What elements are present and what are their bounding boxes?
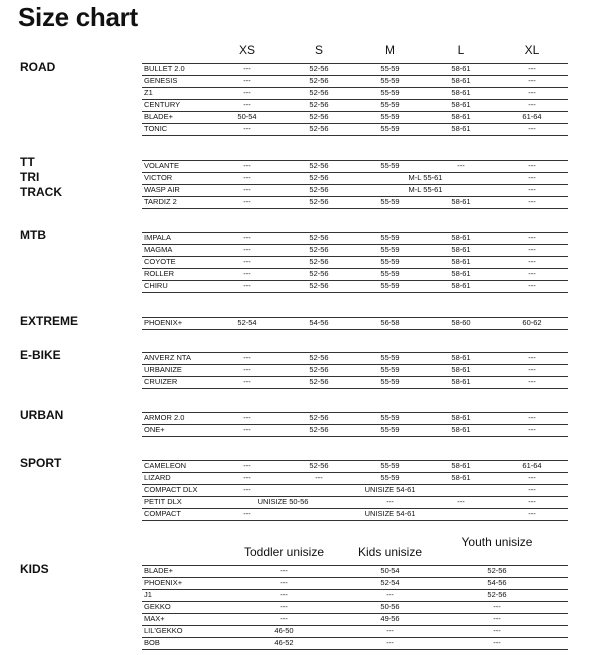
size-cell: 58-61: [451, 76, 471, 85]
category-e-bike: E-BIKE: [20, 348, 61, 362]
size-cell: 52-56: [487, 590, 507, 599]
size-cell: 55-59: [380, 281, 400, 290]
size-cell: 55-59: [380, 257, 400, 266]
size-cell: ---: [493, 602, 501, 611]
model-row: [142, 424, 568, 437]
size-cell: 55-59: [380, 88, 400, 97]
size-cell: ---: [528, 269, 536, 278]
model-name: LIZARD: [144, 473, 171, 482]
category-urban: URBAN: [20, 408, 64, 422]
model-name: CHIRU: [144, 281, 168, 290]
size-cell: 55-59: [380, 425, 400, 434]
size-cell: ---: [386, 497, 394, 506]
model-name: GEKKO: [144, 602, 171, 611]
size-cell: ---: [493, 638, 501, 647]
size-cell: 58-61: [451, 233, 471, 242]
size-cell: ---: [528, 353, 536, 362]
model-name: MAGMA: [144, 245, 173, 254]
size-cell: 58-61: [451, 124, 471, 133]
size-cell: ---: [243, 197, 251, 206]
category-kids: KIDS: [20, 562, 49, 576]
size-cell: ---: [528, 173, 536, 182]
size-cell: 55-59: [380, 245, 400, 254]
size-cell: ---: [528, 233, 536, 242]
size-cell: ---: [528, 365, 536, 374]
size-cell: 52-56: [309, 64, 329, 73]
model-name: URBANIZE: [144, 365, 182, 374]
size-cell: 49-56: [380, 614, 400, 623]
size-cell: ---: [243, 425, 251, 434]
size-cell: 52-56: [309, 245, 329, 254]
size-cell: 55-59: [380, 461, 400, 470]
size-cell: 52-54: [380, 578, 400, 587]
size-cell: 52-56: [309, 76, 329, 85]
model-name: IMPALA: [144, 233, 171, 242]
size-cell: 55-59: [380, 100, 400, 109]
size-cell: 52-56: [309, 112, 329, 121]
size-cell: 55-59: [380, 233, 400, 242]
size-cell: ---: [528, 413, 536, 422]
model-name: COYOTE: [144, 257, 176, 266]
column-header-xs: XS: [238, 43, 256, 57]
kids-header-0: Toddler unisize: [243, 545, 325, 559]
size-cell: ---: [243, 173, 251, 182]
column-header-s: S: [314, 43, 324, 57]
size-cell: ---: [243, 76, 251, 85]
model-name: GENESIS: [144, 76, 178, 85]
size-cell: 52-56: [487, 566, 507, 575]
size-cell: 58-61: [451, 245, 471, 254]
size-cell: M-L 55-61: [408, 185, 443, 194]
size-cell: 46-52: [274, 638, 294, 647]
size-cell: ---: [386, 590, 394, 599]
model-name: TARDIZ 2: [144, 197, 177, 206]
size-cell: 58-61: [451, 353, 471, 362]
size-cell: ---: [528, 76, 536, 85]
model-name: ROLLER: [144, 269, 175, 278]
model-name: J1: [144, 590, 152, 599]
size-cell: ---: [386, 626, 394, 635]
size-cell: ---: [280, 614, 288, 623]
size-cell: 50-56: [380, 602, 400, 611]
size-cell: 52-56: [309, 100, 329, 109]
size-cell: 55-59: [380, 365, 400, 374]
model-name: ANVERZ NTA: [144, 353, 191, 362]
size-cell: 52-56: [309, 88, 329, 97]
model-row: [142, 280, 568, 293]
model-row: [142, 123, 568, 136]
size-cell: ---: [243, 185, 251, 194]
size-cell: 52-54: [237, 318, 257, 327]
size-cell: 52-56: [309, 269, 329, 278]
size-cell: ---: [243, 124, 251, 133]
size-cell: ---: [528, 473, 536, 482]
model-row: [142, 508, 568, 521]
size-cell: ---: [528, 64, 536, 73]
size-cell: ---: [457, 161, 465, 170]
size-cell: 58-61: [451, 281, 471, 290]
model-name: CENTURY: [144, 100, 181, 109]
size-cell: ---: [528, 88, 536, 97]
size-cell: ---: [528, 509, 536, 518]
model-name: PHOENIX+: [144, 318, 183, 327]
size-cell: 58-60: [451, 318, 471, 327]
size-cell: ---: [243, 100, 251, 109]
size-cell: ---: [493, 626, 501, 635]
model-row: [142, 376, 568, 389]
size-cell: 52-56: [309, 377, 329, 386]
model-name: WASP AIR: [144, 185, 180, 194]
page-title: Size chart: [18, 2, 138, 32]
model-name: CAMELEON: [144, 461, 187, 470]
size-cell: 58-61: [451, 269, 471, 278]
category-sport: SPORT: [20, 456, 62, 470]
kids-header-1: Kids unisize: [357, 545, 423, 559]
model-name: VOLANTE: [144, 161, 180, 170]
size-cell: 52-56: [309, 257, 329, 266]
size-cell: ---: [528, 245, 536, 254]
size-cell: ---: [243, 64, 251, 73]
model-name: BULLET 2.0: [144, 64, 185, 73]
model-name: COMPACT: [144, 509, 181, 518]
column-header-m: M: [385, 43, 395, 57]
size-cell: ---: [528, 185, 536, 194]
size-cell: 55-59: [380, 124, 400, 133]
size-cell: 60-62: [522, 318, 542, 327]
size-cell: ---: [457, 497, 465, 506]
kids-header-2: Youth unisize: [461, 535, 533, 549]
model-name: BOB: [144, 638, 160, 647]
size-cell: 55-59: [380, 353, 400, 362]
size-cell: ---: [243, 269, 251, 278]
size-cell: ---: [386, 638, 394, 647]
size-cell: 52-56: [309, 413, 329, 422]
size-cell: ---: [528, 100, 536, 109]
size-cell: 55-59: [380, 413, 400, 422]
size-cell: 52-56: [309, 124, 329, 133]
model-name: ARMOR 2.0: [144, 413, 185, 422]
size-cell: ---: [243, 485, 251, 494]
size-cell: 52-56: [309, 197, 329, 206]
size-cell: 52-56: [309, 233, 329, 242]
size-cell: 58-61: [451, 413, 471, 422]
size-cell: UNISIZE 54-61: [364, 485, 416, 494]
size-cell: 58-61: [451, 100, 471, 109]
size-cell: ---: [528, 377, 536, 386]
size-cell: 56-58: [380, 318, 400, 327]
model-name: VICTOR: [144, 173, 173, 182]
size-cell: 46-50: [274, 626, 294, 635]
size-cell: ---: [243, 377, 251, 386]
size-cell: 55-59: [380, 197, 400, 206]
size-cell: 54-56: [487, 578, 507, 587]
size-cell: 58-61: [451, 365, 471, 374]
size-cell: 58-61: [451, 64, 471, 73]
column-header-xl: XL: [524, 43, 540, 57]
size-cell: ---: [528, 197, 536, 206]
size-cell: ---: [528, 124, 536, 133]
size-cell: 55-59: [380, 64, 400, 73]
column-header-l: L: [457, 43, 465, 57]
model-name: PHOENIX+: [144, 578, 183, 587]
model-name: CRUIZER: [144, 377, 178, 386]
model-name: TONIC: [144, 124, 168, 133]
size-cell: ---: [243, 365, 251, 374]
size-cell: 58-61: [451, 461, 471, 470]
size-cell: 52-56: [309, 461, 329, 470]
size-cell: 50-54: [237, 112, 257, 121]
size-cell: ---: [528, 497, 536, 506]
size-cell: ---: [493, 614, 501, 623]
model-name: MAX+: [144, 614, 165, 623]
size-cell: ---: [243, 473, 251, 482]
size-cell: 52-56: [309, 353, 329, 362]
size-cell: 55-59: [380, 473, 400, 482]
size-cell: ---: [280, 566, 288, 575]
size-cell: ---: [243, 257, 251, 266]
size-cell: 52-56: [309, 281, 329, 290]
size-cell: ---: [243, 509, 251, 518]
size-cell: 58-61: [451, 257, 471, 266]
size-cell: 52-56: [309, 161, 329, 170]
size-cell: ---: [243, 353, 251, 362]
size-cell: ---: [280, 578, 288, 587]
size-cell: 58-61: [451, 112, 471, 121]
size-cell: 61-64: [522, 112, 542, 121]
size-cell: M-L 55-61: [408, 173, 443, 182]
size-cell: ---: [243, 461, 251, 470]
category-mtb: MTB: [20, 228, 46, 242]
model-name: Z1: [144, 88, 153, 97]
size-cell: 58-61: [451, 88, 471, 97]
model-name: BLADE+: [144, 566, 173, 575]
size-cell: ---: [243, 88, 251, 97]
size-cell: 55-59: [380, 269, 400, 278]
model-name: ONE+: [144, 425, 165, 434]
model-name: LIL'GEKKO: [144, 626, 183, 635]
size-cell: 55-59: [380, 112, 400, 121]
size-cell: ---: [280, 602, 288, 611]
size-cell: 52-56: [309, 173, 329, 182]
size-cell: 58-61: [451, 197, 471, 206]
size-cell: 55-59: [380, 76, 400, 85]
size-cell: 54-56: [309, 318, 329, 327]
size-cell: 52-56: [309, 185, 329, 194]
model-row: [142, 196, 568, 209]
size-cell: ---: [243, 233, 251, 242]
size-cell: 61-64: [522, 461, 542, 470]
category-road: ROAD: [20, 60, 56, 74]
model-name: PETIT DLX: [144, 497, 182, 506]
size-cell: ---: [243, 245, 251, 254]
size-cell: 58-61: [451, 473, 471, 482]
category-tt: TT TRI TRACK: [20, 155, 62, 199]
size-cell: ---: [528, 257, 536, 266]
size-cell: ---: [528, 281, 536, 290]
size-cell: ---: [528, 161, 536, 170]
size-cell: UNISIZE 54-61: [364, 509, 416, 518]
size-cell: ---: [315, 473, 323, 482]
size-cell: ---: [243, 161, 251, 170]
size-cell: ---: [528, 485, 536, 494]
size-cell: ---: [280, 590, 288, 599]
category-extreme: EXTREME: [20, 314, 79, 328]
size-cell: 58-61: [451, 377, 471, 386]
kids-model-row: [142, 637, 568, 650]
model-name: COMPACT DLX: [144, 485, 198, 494]
size-cell: UNISIZE 50-56: [257, 497, 309, 506]
size-cell: 58-61: [451, 425, 471, 434]
size-cell: 52-56: [309, 365, 329, 374]
model-row: [142, 317, 568, 330]
size-cell: ---: [528, 425, 536, 434]
size-cell: 50-54: [380, 566, 400, 575]
size-cell: 52-56: [309, 425, 329, 434]
model-name: BLADE+: [144, 112, 173, 121]
size-cell: ---: [243, 413, 251, 422]
size-cell: ---: [243, 281, 251, 290]
size-cell: 55-59: [380, 161, 400, 170]
size-cell: 55-59: [380, 377, 400, 386]
